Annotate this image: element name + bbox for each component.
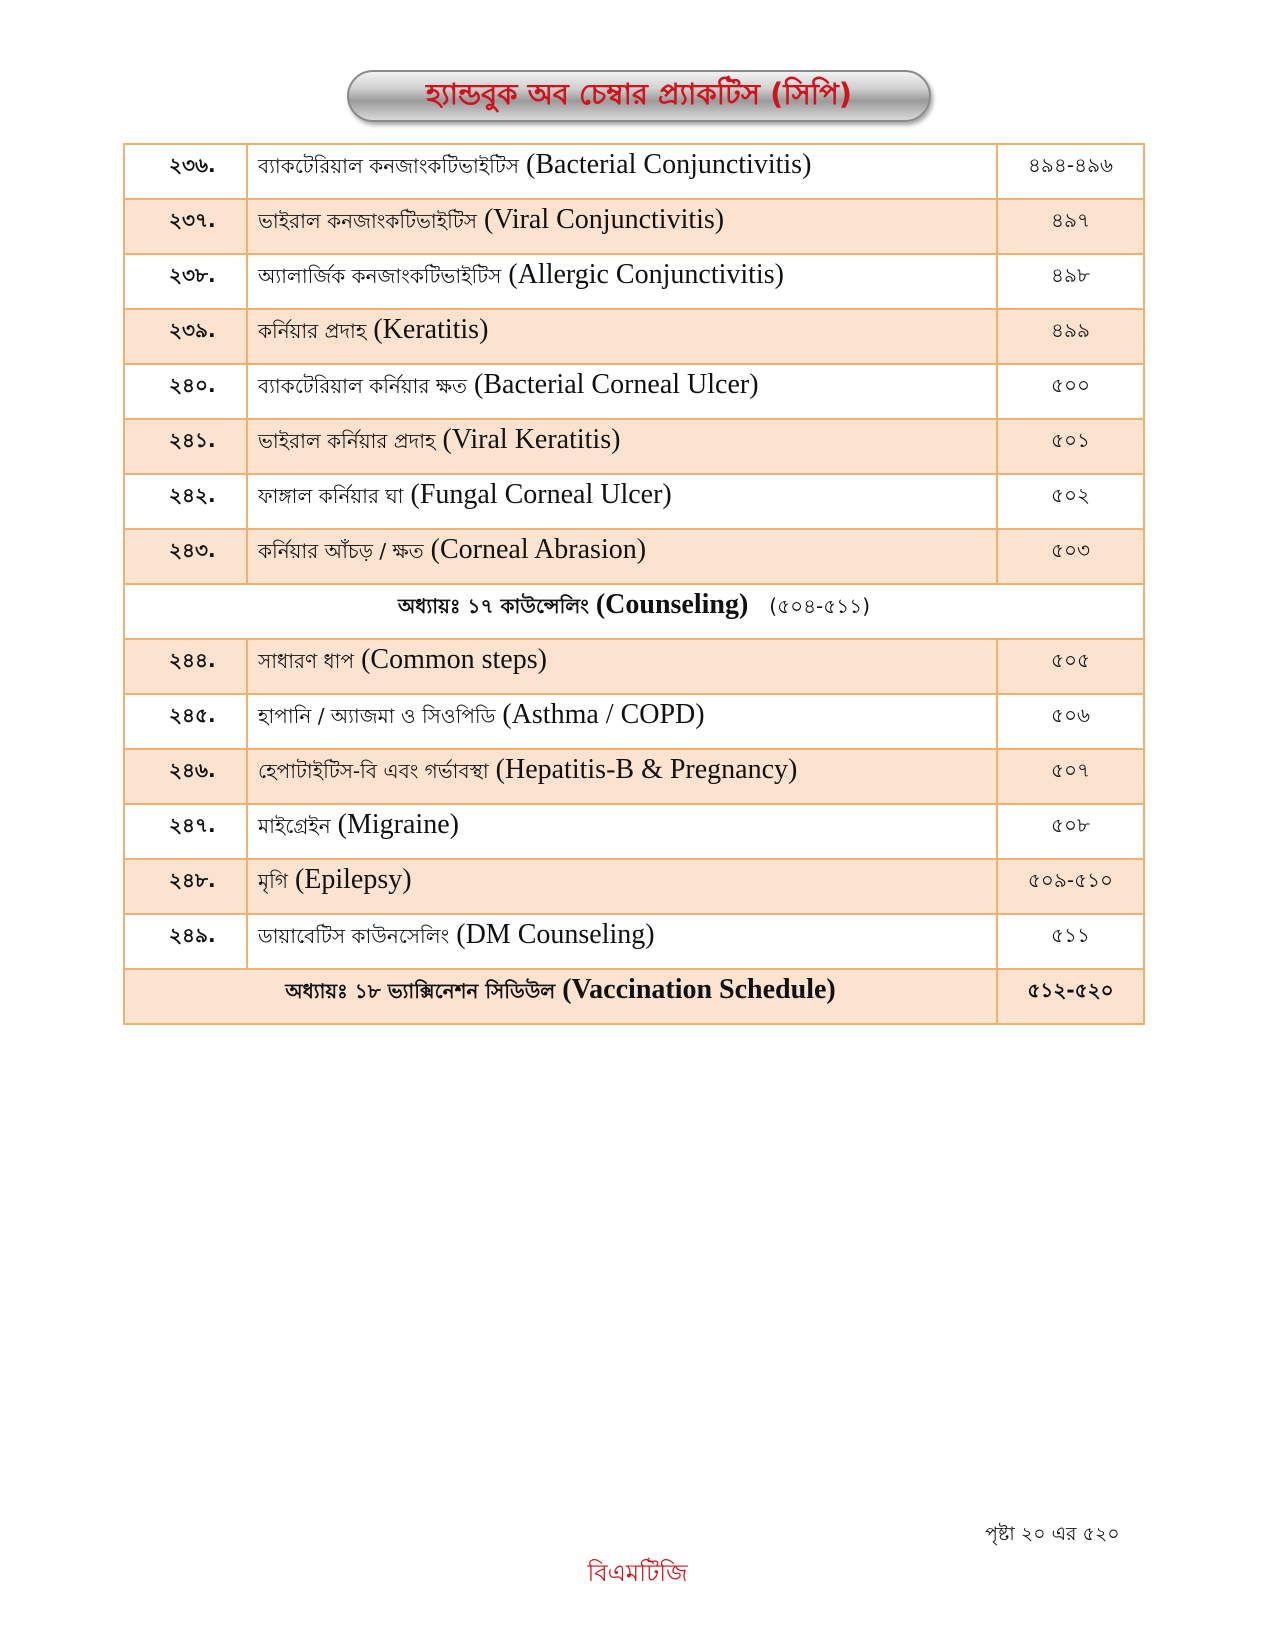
entry-title: মাইগ্রেইন (Migraine)	[247, 804, 997, 859]
entry-page: ৪৯৭	[997, 199, 1144, 254]
chapter-18-range: ৫১২-৫২০	[997, 969, 1144, 1024]
entry-number: ২৪১.	[124, 419, 247, 474]
entry-number: ২৪৯.	[124, 914, 247, 969]
entry-title: কর্নিয়ার প্রদাহ (Keratitis)	[247, 309, 997, 364]
entry-title: ডায়াবেটিস কাউনসেলিং (DM Counseling)	[247, 914, 997, 969]
entry-number: ২৪২.	[124, 474, 247, 529]
entry-number: ২৩৬.	[124, 144, 247, 199]
table-row[interactable]	[124, 254, 1144, 309]
entry-number: ২৪৭.	[124, 804, 247, 859]
entry-page: ৫০১	[997, 419, 1144, 474]
entry-title: হাপানি / অ্যাজমা ও সিওপিডি (Asthma / COPD)	[247, 694, 997, 749]
entry-number: ২৪০.	[124, 364, 247, 419]
table-row[interactable]	[124, 639, 1144, 694]
entry-title: হেপাটাইটিস-বি এবং গর্ভাবস্থা (Hepatitis-B & Pregnancy)	[247, 749, 997, 804]
chapter-heading-row[interactable]	[124, 969, 1144, 1024]
entry-number: ২৩৮.	[124, 254, 247, 309]
entry-page: ৫০৩	[997, 529, 1144, 584]
table-row[interactable]	[124, 859, 1144, 914]
table-row[interactable]	[124, 914, 1144, 969]
entry-number: ২৩৭.	[124, 199, 247, 254]
table-row[interactable]	[124, 364, 1144, 419]
page-title: হ্যান্ডবুক অব চেম্বার প্র্যাকটিস (সিপি)	[425, 76, 853, 111]
entry-page: ৪৯৮	[997, 254, 1144, 309]
entry-number: ২৩৯.	[124, 309, 247, 364]
table-row[interactable]	[124, 529, 1144, 584]
entry-title: মৃগি (Epilepsy)	[247, 859, 997, 914]
chapter-18-heading: অধ্যায়ঃ ১৮ ভ্যাক্সিনেশন সিডিউল (Vaccination Schedule)	[124, 969, 997, 1024]
entry-page: ৫০৯-৫১০	[997, 859, 1144, 914]
entry-page: ৫০৮	[997, 804, 1144, 859]
entry-page: ৫০৫	[997, 639, 1144, 694]
table-row[interactable]	[124, 804, 1144, 859]
entry-page: ৪৯৯	[997, 309, 1144, 364]
entry-number: ২৪৮.	[124, 859, 247, 914]
entry-number: ২৪৬.	[124, 749, 247, 804]
entry-number: ২৪৫.	[124, 694, 247, 749]
entry-page: ৫১১	[997, 914, 1144, 969]
table-row[interactable]	[124, 749, 1144, 804]
entry-title: ভাইরাল কর্নিয়ার প্রদাহ (Viral Keratitis)	[247, 419, 997, 474]
table-row[interactable]	[124, 694, 1144, 749]
entry-page: ৫০২	[997, 474, 1144, 529]
entry-title: ব্যাকটেরিয়াল কনজাংকটিভাইটিস (Bacterial Conjunctivitis)	[247, 144, 997, 199]
entry-title: অ্যালার্জিক কনজাংকটিভাইটিস (Allergic Conjunctivitis)	[247, 254, 997, 309]
entry-title: কর্নিয়ার আঁচড় / ক্ষত (Corneal Abrasion)	[247, 529, 997, 584]
entry-title: সাধারণ ধাপ (Common steps)	[247, 639, 997, 694]
toc-table	[123, 143, 1145, 1025]
table-row[interactable]	[124, 144, 1144, 199]
chapter-17-heading: অধ্যায়ঃ ১৭ কাউন্সেলিং (Counseling) (৫০৪-৫১১)	[124, 584, 1144, 639]
table-row[interactable]	[124, 309, 1144, 364]
table-row[interactable]	[124, 419, 1144, 474]
entry-title: ফাঙ্গাল কর্নিয়ার ঘা (Fungal Corneal Ulcer)	[247, 474, 997, 529]
entry-number: ২৪৩.	[124, 529, 247, 584]
page-number: পৃষ্টা ২০ এর ৫২০	[985, 1523, 1120, 1545]
entry-page: ৪৯৪-৪৯৬	[997, 144, 1144, 199]
brand-footer: বিএমটিজি	[587, 1559, 688, 1587]
entry-title: ব্যাকটেরিয়াল কর্নিয়ার ক্ষত (Bacterial Corneal Ulcer)	[247, 364, 997, 419]
entry-page: ৫০৬	[997, 694, 1144, 749]
entry-page: ৫০৭	[997, 749, 1144, 804]
table-row[interactable]	[124, 474, 1144, 529]
entry-number: ২৪৪.	[124, 639, 247, 694]
header-banner	[347, 70, 931, 122]
chapter-heading-row[interactable]	[124, 584, 1144, 639]
entry-page: ৫০০	[997, 364, 1144, 419]
table-row[interactable]	[124, 199, 1144, 254]
entry-title: ভাইরাল কনজাংকটিভাইটিস (Viral Conjunctivitis)	[247, 199, 997, 254]
